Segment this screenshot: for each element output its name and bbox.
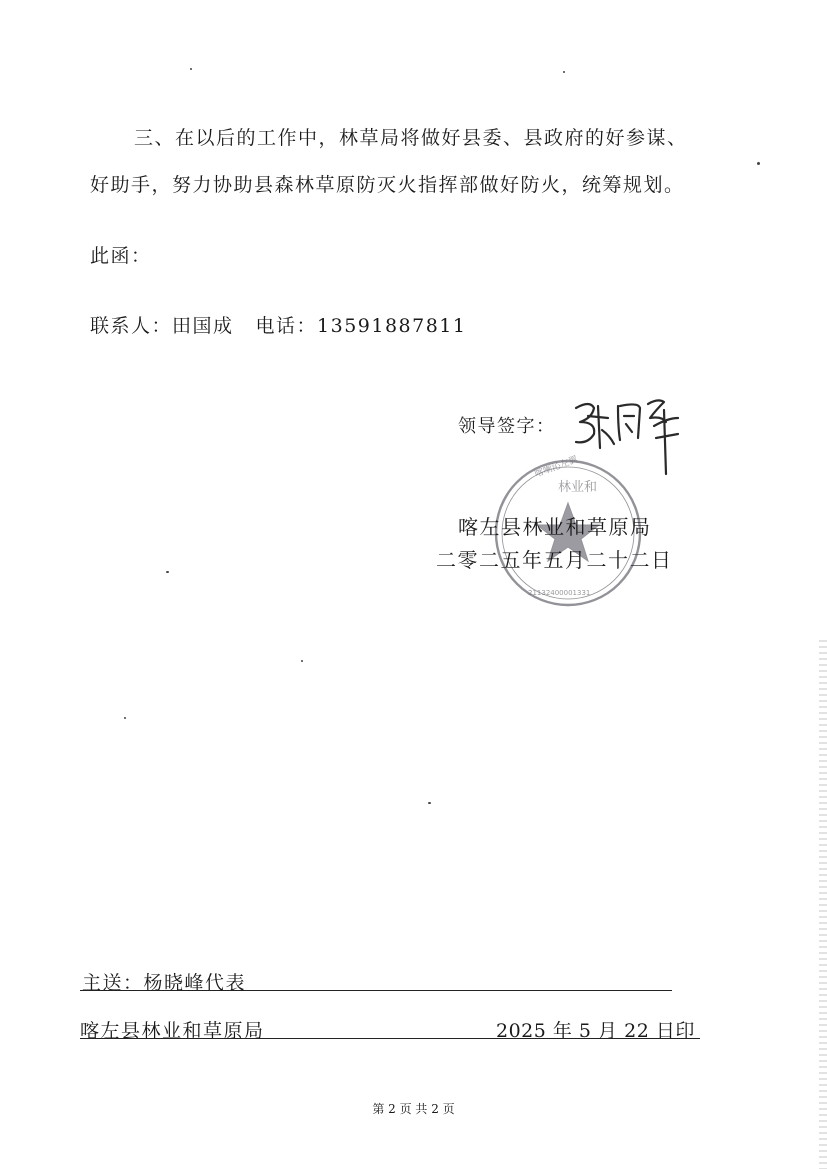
- footer-rule: [80, 1038, 700, 1039]
- contact-line: [90, 311, 467, 338]
- cc-line: 主送：杨晓峰代表: [82, 972, 247, 994]
- scan-speck: [301, 660, 303, 662]
- scan-edge-artifact: [819, 640, 827, 1169]
- scan-speck: [428, 802, 431, 804]
- scan-speck: [190, 68, 192, 70]
- issue-date: 二零二五年五月二十二日: [436, 548, 673, 572]
- han-label: 此函：: [90, 245, 152, 267]
- scan-speck: [124, 717, 126, 719]
- page-number: 第 2 页 共 2 页: [372, 1102, 455, 1116]
- scan-speck: [563, 71, 565, 73]
- svg-text:21132400001331: 21132400001331: [528, 589, 591, 597]
- paragraph-line-1: 三、在以后的工作中，林草局将做好县委、县政府的好参谋、: [134, 127, 688, 149]
- cc-rule: [80, 990, 672, 991]
- issuer-org: 喀左县林业和草原局: [458, 515, 652, 539]
- scan-speck: [166, 571, 169, 573]
- scan-speck: [757, 162, 760, 165]
- contact-phone: 电话：13591887811: [255, 315, 467, 337]
- footer-print-date: 2025 年 5 月 22 日印: [496, 1020, 695, 1042]
- footer-org: 喀左县林业和草原局: [80, 1020, 265, 1042]
- svg-text:林业和: 林业和: [558, 480, 598, 495]
- paragraph-line-2: 好助手，努力协助县森林草原防灭火指挥部做好防火，统筹规划。: [90, 174, 685, 196]
- svg-text:喀喇沁左翼: 喀喇沁左翼: [533, 455, 580, 480]
- contact-person: 联系人：田国成: [90, 315, 234, 337]
- sign-label: 领导签字：: [458, 416, 556, 437]
